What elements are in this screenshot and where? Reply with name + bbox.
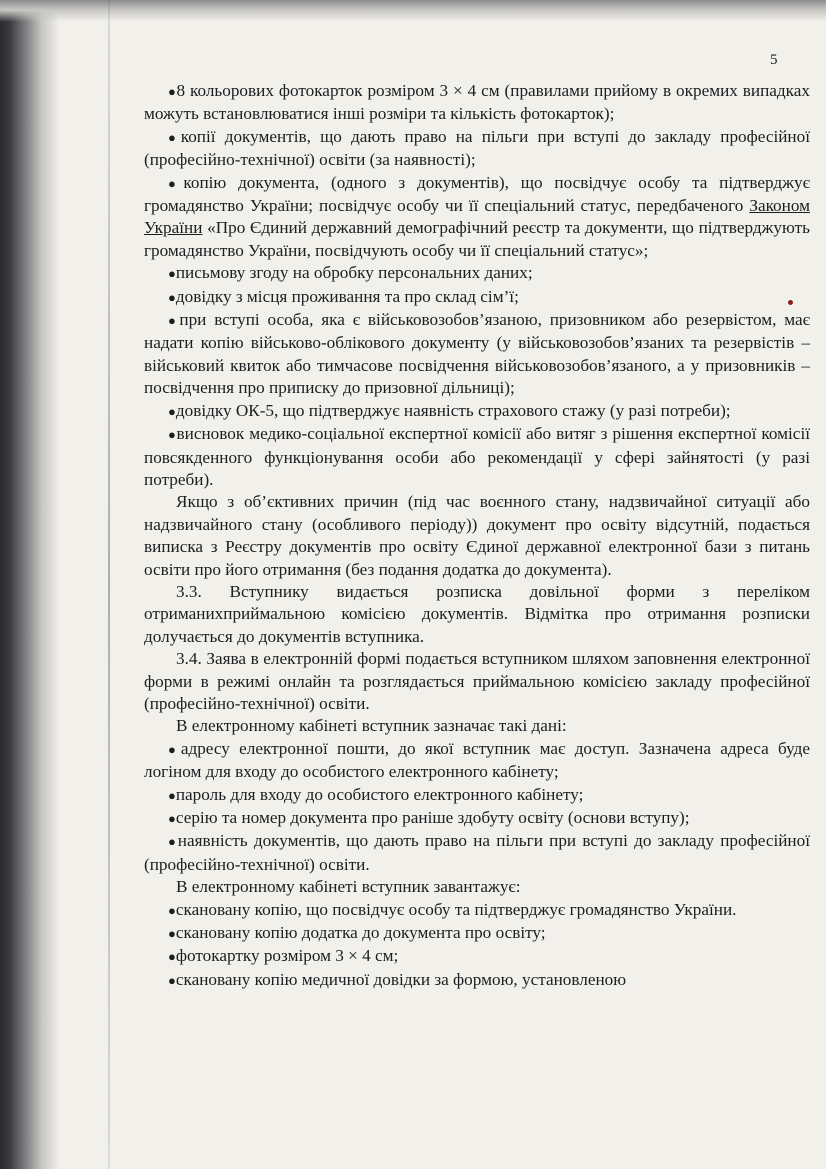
list-item: ●наявність документів, що дають право на пільги при вступі до закладу професійної (професійно-технічної) освіти. [144,831,810,874]
list-item: ●скановану копію медичної довідки за формою, установленою [168,969,627,989]
list-item: ●фотокартку розміром 3 × 4 см; [168,946,399,966]
list-item: ●довідку ОК-5, що підтверджує наявність страхового стажу (у разі потреби); [168,400,731,420]
list-item: ●письмову згоду на обробку персональних даних; [168,263,533,283]
list-item: ●копію документа, (одного з документів), що посвідчує особу та підтверджує громадянство України; посвідчує особу чи її спеціальний статус, передбаченого Законом України «Про Єдиний державний демографічний реєстр та документи, що підтверджують громадянство України, посвідчують особу чи її спеціальний статус»; [144,172,810,260]
scan-top-shade [0,0,826,22]
paragraph: В електронному кабінеті вступник зазначає такі дані: [176,716,567,736]
list-item: ●довідку з місця проживання та про склад сім’ї; [168,286,519,306]
paragraph: 3.3. Вступнику видається розписка довільної форми з переліком отриманихприймальною комісією документів. Відмітка про отримання розписки долучається до документів вступника. [144,581,810,646]
list-item: ●копії документів, що дають право на пільги при вступі до закладу професійної (професійно-технічної) освіти (за наявності); [144,126,810,170]
page-number: 5 [770,52,778,68]
list-item: ●при вступі особа, яка є військовозобов’язаною, призовником або резервістом, має надати копію військово-облікового документу (у військовозобов’язаних та резервістів – військовий квиток або тимчасове посвідчення військовозобов’язаного, а у призовників – посвідчення про приписку до призовної дільниці); [144,310,810,398]
law-link[interactable]: Законом України [144,196,810,238]
paragraph: Якщо з об’єктивних причин (під час воєнного стану, надзвичайної ситуації або надзвичайного стану (особливого періоду)) документ про освіту відсутній, подається виписка з Реєстру документів про освіту Єдиної державної електронної бази з питань освіти про його отримання (без подання додатка до документа). [144,492,810,579]
list-item: ●адресу електронної пошти, до якої вступник має доступ. Зазначена адреса буде логіном для входу до особистого електронного кабінету; [144,738,810,782]
list-item: ●скановану копію додатка до документа про освіту; [168,923,546,943]
document-body [144,80,810,992]
list-item: ●8 кольорових фотокарток розміром 3 × 4 см (правилами прийому в окремих випадках можуть встановлюватися інші розміри та кількість фотокарток); [144,81,810,124]
paragraph: В електронному кабінеті вступник завантажує: [176,877,521,897]
page-fold-line [108,0,110,1169]
list-item: ●скановану копію, що посвідчує особу та підтверджує громадянство України. [168,899,737,919]
scan-edge-shadow [0,0,60,1169]
list-item: ●серію та номер документа про раніше здобуту освіту (основи вступу); [168,808,690,827]
list-item: ●висновок медико-соціальної експертної комісії або витяг з рішення експертної комісії повсякденного функціонування особи або рекомендації у сфері зайнятості (у разі потреби). [144,424,810,489]
paragraph: 3.4. Заява в електронній формі подається вступником шляхом заповнення електронної форми в режимі онлайн та розглядається приймальною комісією закладу професійної (професійно-технічної) освіти. [144,649,810,713]
list-item: ●пароль для входу до особистого електронного кабінету; [168,784,584,804]
